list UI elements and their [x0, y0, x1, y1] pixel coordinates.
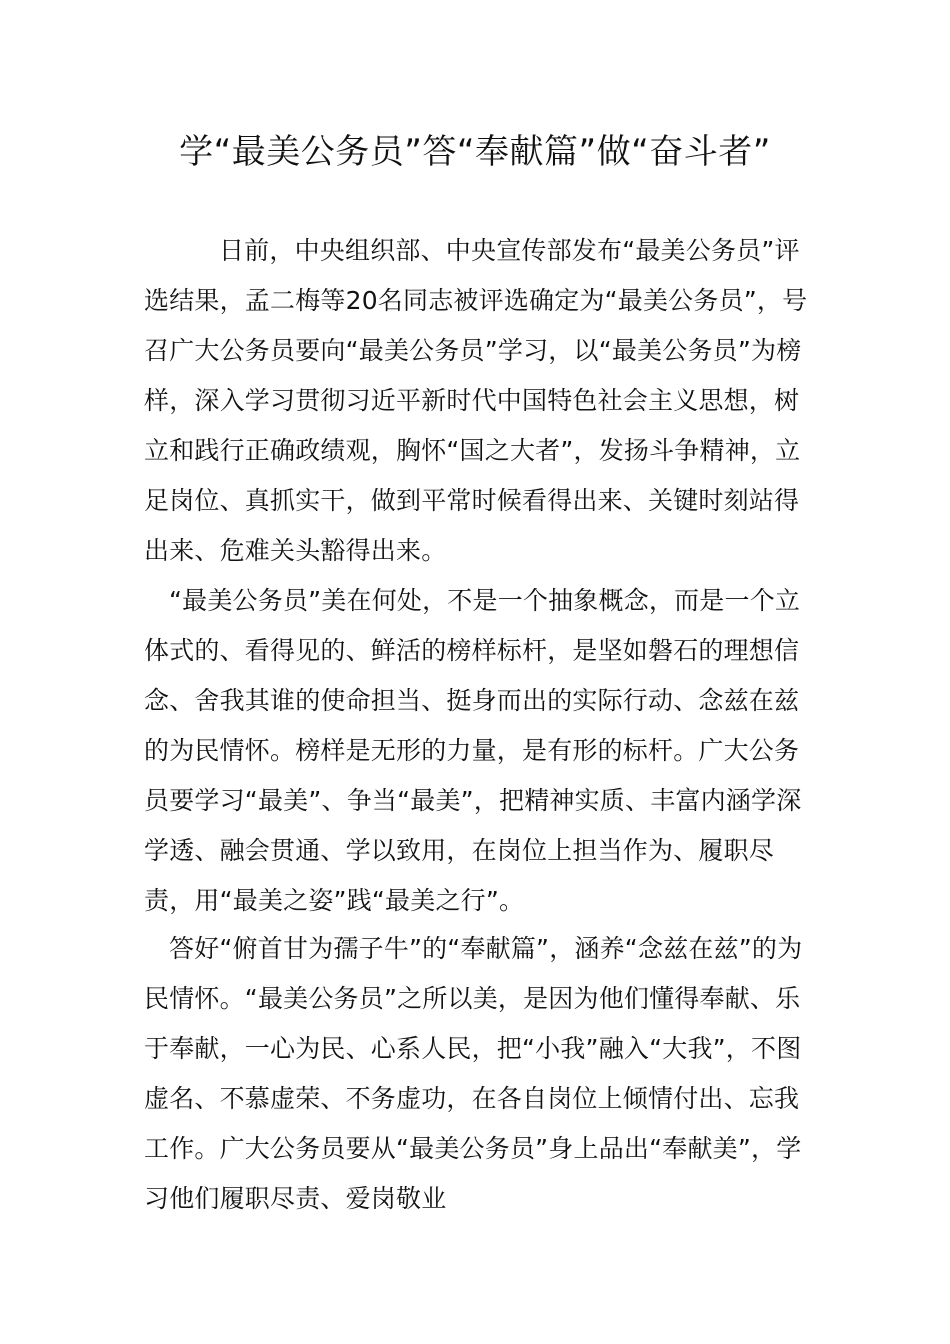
paragraph-2: “最美公务员”美在何处，不是一个抽象概念，而是一个立体式的、看得见的、鲜活的榜样标杆，是坚如磐石的理想信念、舍我其谁的使命担当、挺身而出的实际行动、念兹在兹的为民情怀。榜样是无形的力量，是有形的标杆。广大公务员要学习“最美”、争当“最美”，把精神实质、丰富内涵学深学透、融会贯通、学以致用，在岗位上担当作为、履职尽责，用“最美之姿”践“最美之行”。 — [144, 586, 802, 915]
document-title: 学“最美公务员”答“奉献篇”做“奋斗者” — [179, 132, 771, 172]
paragraph-3: 答好“俯首甘为孺子牛”的“奉献篇”，涵养“念兹在兹”的为民情怀。“最美公务员”之所以美，是因为他们懂得奉献、乐于奉献，一心为民、心系人民，把“小我”融入“大我”，不图虚名、不慕虚荣、不务虚功，在各自岗位上倾情付出、忘我工作。广大公务员要从“最美公务员”身上品出“奉献美”，学习他们履职尽责、爱岗敬业 — [144, 934, 803, 1213]
paragraph-1: 日前，中央组织部、中央宣传部发布“最美公务员”评选结果，孟二梅等20名同志被评选确定为“最美公务员”，号召广大公务员要向“最美公务员”学习，以“最美公务员”为榜样，深入学习贯彻习近平新时代中国特色社会主义思想，树立和践行正确政绩观，胸怀“国之大者”，发扬斗争精神，立足岗位、真抓实干，做到平常时候看得出来、关键时刻站得出来、危难关头豁得出来。 — [144, 236, 808, 565]
